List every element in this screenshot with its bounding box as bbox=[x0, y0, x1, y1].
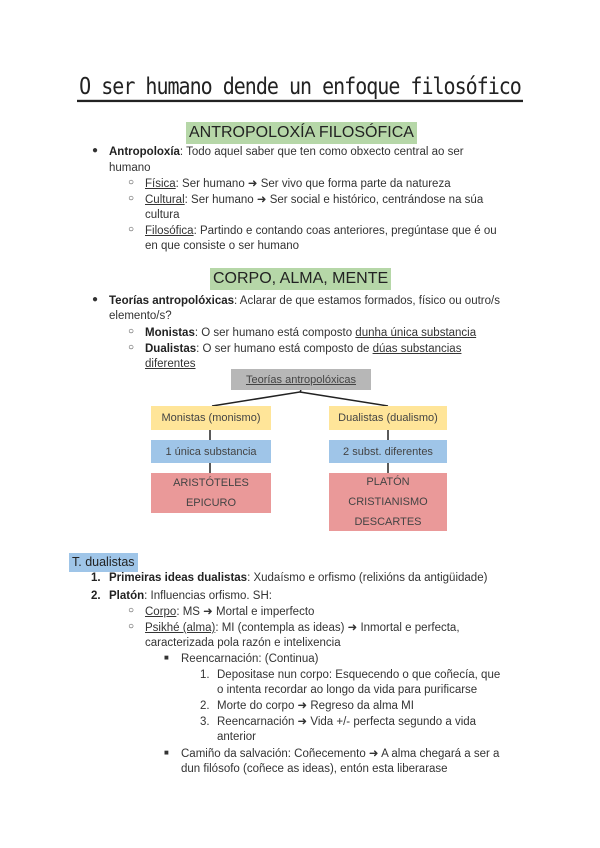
sub-filosofica: Filosófica: Partindo e contando coas anteriores, pregúntase que é ou bbox=[145, 225, 497, 237]
diagram-dualistas-type: Dualistas (dualismo) bbox=[329, 406, 447, 430]
sub-fisica: Física: Ser humano ➜ Ser vivo que forma parte da natureza bbox=[145, 178, 451, 190]
bullet-icon: ● bbox=[92, 294, 99, 305]
step-item: Depositase nun corpo: Esquecendo o que coñecía, que bbox=[217, 669, 501, 681]
camino-salvacion-cont: dun filósofo (coñece as ideas), entón esta liberarase bbox=[181, 763, 448, 775]
step-item: Reencarnación ➜ Vida +/- perfecta segundo a vida bbox=[217, 716, 477, 728]
corpo-line: Corpo: MS ➜ Mortal e imperfecto bbox=[145, 606, 315, 618]
diagram-monistas-authors: ARISTÓTELES EPICURO bbox=[151, 473, 271, 513]
psikhe-line-cont: caracterizada pola razón e intelixencia bbox=[145, 637, 341, 649]
heading-antropoloxia: ANTROPOLOXÍA FILOSÓFICA bbox=[186, 122, 417, 144]
diagram-dualistas-desc: 2 subst. diferentes bbox=[329, 440, 447, 463]
teorias-definition-cont: elemento/s? bbox=[109, 310, 172, 322]
diagram-dualistas-authors: PLATÓN CRISTIANISMO DESCARTES bbox=[329, 473, 447, 531]
page-title: O ser humano dende un enfoque filosófico bbox=[0, 72, 600, 100]
circle-bullet-icon: ○ bbox=[128, 193, 135, 204]
teorias-definition: Teorías antropolóxicas: Aclarar de que estamos formados, físico ou outro/s bbox=[109, 295, 500, 307]
sub-cultural: Cultural: Ser humano ➜ Ser social e histórico, centrándose na súa bbox=[145, 194, 484, 206]
antropoloxia-definition-cont: humano bbox=[109, 162, 151, 174]
circle-bullet-icon: ○ bbox=[128, 326, 135, 337]
item-1: Primeiras ideas dualistas: Xudaísmo e orfismo (relixións da antigüidade) bbox=[109, 572, 488, 584]
reencarnacion-label: Reencarnación: (Continua) bbox=[181, 653, 319, 665]
dualistas-line: Dualistas: O ser humano está composto de dúas substancias bbox=[145, 343, 462, 355]
sub-cultural-cont: cultura bbox=[145, 209, 180, 221]
dualistas-line-cont: diferentes bbox=[145, 358, 196, 370]
square-bullet-icon: ■ bbox=[164, 748, 169, 757]
step-number: 3. bbox=[200, 716, 210, 728]
step-item-cont: o intenta recordar ao longo da vida para purificarse bbox=[217, 684, 478, 696]
item-1-number: 1. bbox=[91, 572, 101, 584]
psikhe-line: Psikhé (alma): MI (contempla as ideas) ➜ Inmortal e perfecta, bbox=[145, 622, 460, 634]
diagram-monistas-type: Monistas (monismo) bbox=[151, 406, 271, 430]
sub-filosofica-cont: en que consiste o ser humano bbox=[145, 240, 300, 252]
step-number: 2. bbox=[200, 700, 210, 712]
heading-corpo-alma-mente: CORPO, ALMA, MENTE bbox=[210, 268, 391, 290]
diagram-root: Teorías antropolóxicas bbox=[231, 369, 371, 390]
monistas-line: Monistas: O ser humano está composto dunha única substancia bbox=[145, 327, 477, 339]
step-item: Morte do corpo ➜ Regreso da alma MI bbox=[217, 700, 414, 712]
camino-salvacion: Camiño da salvación: Coñecemento ➜ A alma chegará a ser a bbox=[181, 748, 500, 760]
circle-bullet-icon: ○ bbox=[128, 342, 135, 353]
item-2-number: 2. bbox=[91, 590, 101, 602]
step-item-cont: anterior bbox=[217, 731, 256, 743]
circle-bullet-icon: ○ bbox=[128, 621, 135, 632]
bullet-icon: ● bbox=[92, 145, 99, 156]
circle-bullet-icon: ○ bbox=[128, 605, 135, 616]
diagram-monistas-desc: 1 única substancia bbox=[151, 440, 271, 463]
circle-bullet-icon: ○ bbox=[128, 224, 135, 235]
heading-t-dualistas: T. dualistas bbox=[69, 553, 138, 572]
item-2: Platón: Influencias orfismo. SH: bbox=[109, 590, 272, 602]
antropoloxia-definition: Antropoloxía: Todo aquel saber que ten como obxecto central ao ser bbox=[109, 146, 464, 158]
step-number: 1. bbox=[200, 669, 210, 681]
circle-bullet-icon: ○ bbox=[128, 177, 135, 188]
square-bullet-icon: ■ bbox=[164, 653, 169, 662]
